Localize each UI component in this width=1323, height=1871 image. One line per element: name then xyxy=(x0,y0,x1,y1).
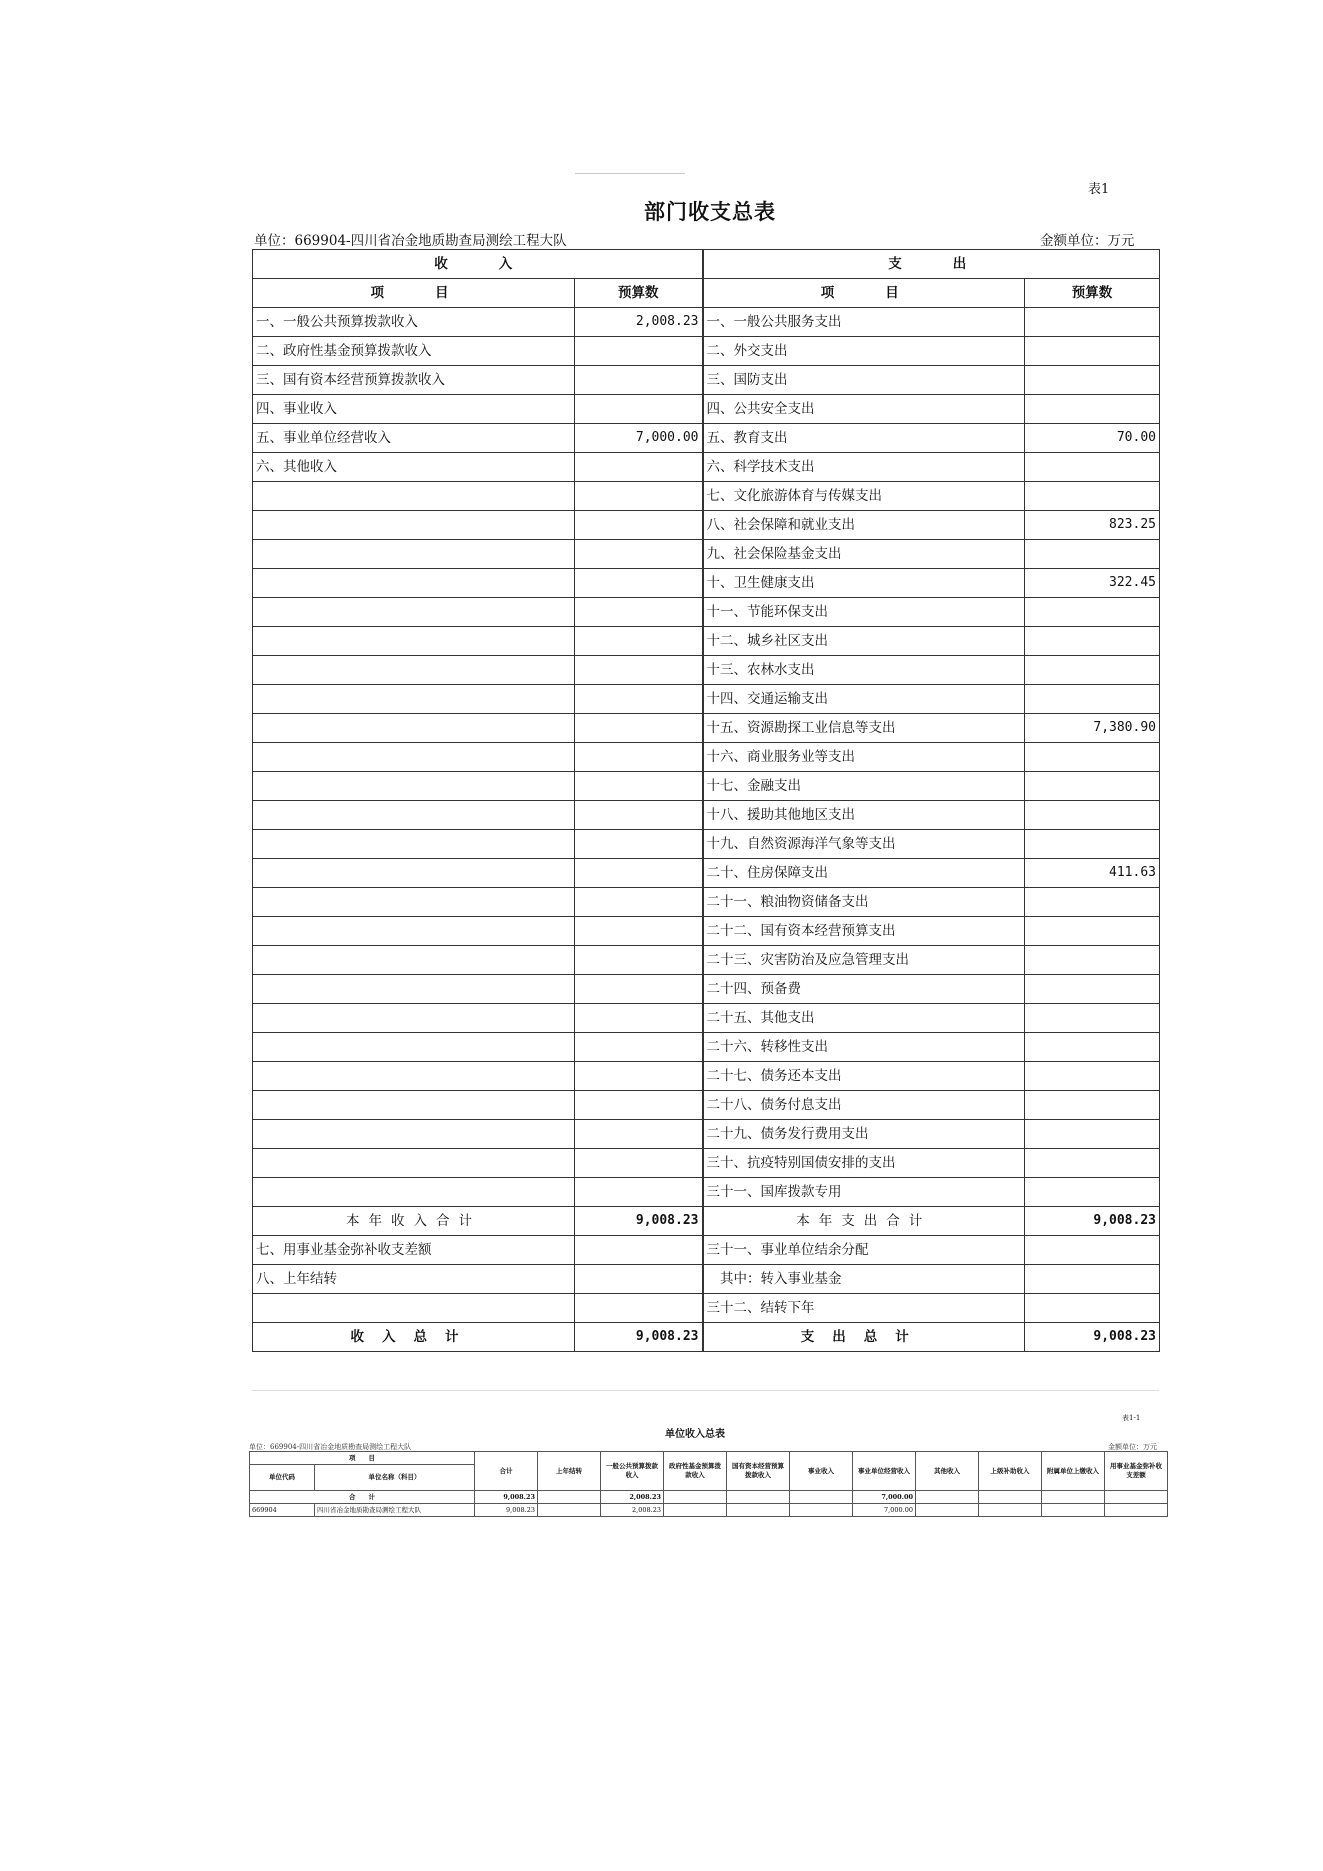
income-value xyxy=(575,1236,703,1265)
expense-budget-header: 预算数 xyxy=(1025,279,1160,308)
expense-value: 411.63 xyxy=(1025,859,1160,888)
income-item: 一、一般公共预算拨款收入 xyxy=(253,308,575,337)
expense-value xyxy=(1025,801,1160,830)
expense-item: 二十九、债务发行费用支出 xyxy=(703,1120,1025,1149)
income-item-header: 项 目 xyxy=(253,279,575,308)
expense-item: 二十二、国有资本经营预算支出 xyxy=(703,917,1025,946)
table-row xyxy=(253,598,1160,627)
sub-total-label: 合 计 xyxy=(250,1491,475,1504)
expense-value xyxy=(1025,975,1160,1004)
expense-item: 三十二、结转下年 xyxy=(703,1294,1025,1323)
table-row xyxy=(253,1004,1160,1033)
expense-value xyxy=(1025,685,1160,714)
expense-value xyxy=(1025,308,1160,337)
income-value xyxy=(575,801,703,830)
expense-item: 二十四、预备费 xyxy=(703,975,1025,1004)
expense-value xyxy=(1025,598,1160,627)
sub-value-cell xyxy=(790,1491,853,1504)
sub-column-header: 其他收入 xyxy=(916,1452,979,1491)
section-divider xyxy=(252,1390,1159,1391)
income-item xyxy=(253,714,575,743)
sub-total-row xyxy=(250,1491,1168,1504)
sub-column-header: 合计 xyxy=(475,1452,538,1491)
expense-item: 三十一、国库拨款专用 xyxy=(703,1178,1025,1207)
expense-item: 五、教育支出 xyxy=(703,424,1025,453)
income-item xyxy=(253,1091,575,1120)
expense-item: 十九、自然资源海洋气象等支出 xyxy=(703,830,1025,859)
table-row xyxy=(253,1062,1160,1091)
table-row xyxy=(253,511,1160,540)
expense-item: 九、社会保险基金支出 xyxy=(703,540,1025,569)
table-row xyxy=(253,1294,1160,1323)
table-row xyxy=(253,482,1160,511)
income-value xyxy=(575,453,703,482)
expense-item: 七、文化旅游体育与传媒支出 xyxy=(703,482,1025,511)
income-value xyxy=(575,830,703,859)
income-value xyxy=(575,1091,703,1120)
sub-value-cell xyxy=(1105,1491,1168,1504)
income-total-label: 收入总计 xyxy=(253,1323,575,1352)
income-value xyxy=(575,598,703,627)
expense-value xyxy=(1025,395,1160,424)
sub-value-cell xyxy=(1042,1504,1105,1517)
table-row xyxy=(253,395,1160,424)
income-item xyxy=(253,1294,575,1323)
expense-value xyxy=(1025,337,1160,366)
income-value xyxy=(575,946,703,975)
sub-value-cell: 9,008.23 xyxy=(475,1504,538,1517)
expense-item: 二十三、灾害防治及应急管理支出 xyxy=(703,946,1025,975)
expense-value xyxy=(1025,1178,1160,1207)
income-value xyxy=(575,772,703,801)
expense-value xyxy=(1025,1236,1160,1265)
income-item xyxy=(253,482,575,511)
expense-item: 八、社会保障和就业支出 xyxy=(703,511,1025,540)
expense-value xyxy=(1025,1091,1160,1120)
income-value xyxy=(575,685,703,714)
sub-column-header: 政府性基金预算拨款收入 xyxy=(664,1452,727,1491)
income-item xyxy=(253,1004,575,1033)
table-number: 表1 xyxy=(1088,182,1110,197)
table-row xyxy=(253,685,1160,714)
expense-value xyxy=(1025,482,1160,511)
income-value xyxy=(575,1004,703,1033)
expense-item: 十四、交通运输支出 xyxy=(703,685,1025,714)
expense-item: 二十一、粮油物资储备支出 xyxy=(703,888,1025,917)
sub-value-cell xyxy=(1105,1504,1168,1517)
table-row xyxy=(253,1120,1160,1149)
sub-column-header: 一般公共预算拨款收入 xyxy=(601,1452,664,1491)
sub-code-header: 单位代码 xyxy=(250,1465,315,1491)
income-item: 八、上年结转 xyxy=(253,1265,575,1294)
unit-name: 单位：669904-四川省冶金地质勘查局测绘工程大队 xyxy=(254,233,567,249)
table-row xyxy=(253,569,1160,598)
expense-value xyxy=(1025,946,1160,975)
sub-column-header: 上年结转 xyxy=(538,1452,601,1491)
income-item: 六、其他收入 xyxy=(253,453,575,482)
sub-value-cell xyxy=(790,1504,853,1517)
income-item xyxy=(253,569,575,598)
sub-table-number: 表1-1 xyxy=(1122,1414,1141,1422)
table-row xyxy=(253,656,1160,685)
income-item: 五、事业单位经营收入 xyxy=(253,424,575,453)
sub-value-cell xyxy=(664,1504,727,1517)
table-row xyxy=(253,337,1160,366)
income-item xyxy=(253,975,575,1004)
table-row xyxy=(253,540,1160,569)
income-value xyxy=(575,627,703,656)
expense-item: 三十、抗疫特别国债安排的支出 xyxy=(703,1149,1025,1178)
expense-value xyxy=(1025,772,1160,801)
expense-item: 十二、城乡社区支出 xyxy=(703,627,1025,656)
income-item xyxy=(253,743,575,772)
income-expense-table xyxy=(252,249,1160,1352)
sub-unit-name: 单位：669904-四川省冶金地质勘查局测绘工程大队 xyxy=(249,1443,412,1451)
expense-value xyxy=(1025,917,1160,946)
income-item xyxy=(253,888,575,917)
table-row xyxy=(253,1178,1160,1207)
expense-value xyxy=(1025,1120,1160,1149)
income-value xyxy=(575,714,703,743)
income-item xyxy=(253,1120,575,1149)
expense-total-label: 支出总计 xyxy=(703,1323,1025,1352)
sub-unit-code: 669904 xyxy=(250,1504,315,1517)
income-item xyxy=(253,656,575,685)
expense-item: 二、外交支出 xyxy=(703,337,1025,366)
sub-column-header: 事业收入 xyxy=(790,1452,853,1491)
header-row-2 xyxy=(253,279,1160,308)
income-item xyxy=(253,772,575,801)
expense-value: 322.45 xyxy=(1025,569,1160,598)
top-rule xyxy=(575,173,685,174)
income-item xyxy=(253,511,575,540)
table-row xyxy=(253,1236,1160,1265)
table-row xyxy=(253,424,1160,453)
income-value xyxy=(575,1178,703,1207)
expense-value xyxy=(1025,1033,1160,1062)
expense-item: 一、一般公共服务支出 xyxy=(703,308,1025,337)
income-item xyxy=(253,801,575,830)
sub-value-cell: 9,008.23 xyxy=(475,1491,538,1504)
expense-value xyxy=(1025,1004,1160,1033)
expense-item: 十、卫生健康支出 xyxy=(703,569,1025,598)
income-value xyxy=(575,1294,703,1323)
expense-value xyxy=(1025,1265,1160,1294)
income-value xyxy=(575,337,703,366)
header-row-1 xyxy=(253,250,1160,279)
sub-value-cell xyxy=(916,1491,979,1504)
income-item xyxy=(253,859,575,888)
table-row xyxy=(253,1149,1160,1178)
expense-item: 三十一、事业单位结余分配 xyxy=(703,1236,1025,1265)
income-value xyxy=(575,511,703,540)
table-row xyxy=(253,308,1160,337)
expense-item: 十三、农林水支出 xyxy=(703,656,1025,685)
sub-header-row-1 xyxy=(250,1452,1168,1465)
income-item xyxy=(253,598,575,627)
subtotal-row xyxy=(253,1207,1160,1236)
income-item: 三、国有资本经营预算拨款收入 xyxy=(253,366,575,395)
income-item xyxy=(253,1062,575,1091)
sub-value-cell xyxy=(664,1491,727,1504)
table-row xyxy=(253,801,1160,830)
expense-item: 十六、商业服务业等支出 xyxy=(703,743,1025,772)
expense-item: 二十八、债务付息支出 xyxy=(703,1091,1025,1120)
table-row xyxy=(253,772,1160,801)
sub-value-cell xyxy=(727,1504,790,1517)
income-value xyxy=(575,482,703,511)
table-row xyxy=(253,743,1160,772)
sub-value-cell xyxy=(1042,1491,1105,1504)
sub-data-row xyxy=(250,1504,1168,1517)
expense-value xyxy=(1025,453,1160,482)
income-item xyxy=(253,1033,575,1062)
income-item: 七、用事业基金弥补收支差额 xyxy=(253,1236,575,1265)
sub-value-cell: 2,008.23 xyxy=(601,1491,664,1504)
expense-item: 十五、资源勘探工业信息等支出 xyxy=(703,714,1025,743)
table-row xyxy=(253,830,1160,859)
expense-value xyxy=(1025,627,1160,656)
income-value xyxy=(575,1062,703,1091)
table-row xyxy=(253,453,1160,482)
income-total-value: 9,008.23 xyxy=(575,1323,703,1352)
table-row xyxy=(253,1033,1160,1062)
income-value xyxy=(575,366,703,395)
table-row xyxy=(253,714,1160,743)
sub-column-header: 上级补助收入 xyxy=(979,1452,1042,1491)
expense-item: 三、国防支出 xyxy=(703,366,1025,395)
income-value: 2,008.23 xyxy=(575,308,703,337)
expense-value xyxy=(1025,743,1160,772)
income-value xyxy=(575,569,703,598)
amount-unit: 金额单位：万元 xyxy=(1040,233,1135,249)
sub-value-cell xyxy=(727,1491,790,1504)
table-row xyxy=(253,1091,1160,1120)
expense-value xyxy=(1025,366,1160,395)
expense-value xyxy=(1025,1062,1160,1091)
expense-item-header: 项 目 xyxy=(703,279,1025,308)
income-item xyxy=(253,627,575,656)
expense-item: 十七、金融支出 xyxy=(703,772,1025,801)
sub-column-header: 附属单位上缴收入 xyxy=(1042,1452,1105,1491)
expense-item: 十八、援助其他地区支出 xyxy=(703,801,1025,830)
expense-item: 六、科学技术支出 xyxy=(703,453,1025,482)
income-value xyxy=(575,1033,703,1062)
expense-value xyxy=(1025,1149,1160,1178)
sub-value-cell xyxy=(979,1491,1042,1504)
income-value: 7,000.00 xyxy=(575,424,703,453)
sub-name-header: 单位名称（科目） xyxy=(315,1465,475,1491)
table-row xyxy=(253,917,1160,946)
table-row xyxy=(253,946,1160,975)
expense-item: 二十六、转移性支出 xyxy=(703,1033,1025,1062)
income-item xyxy=(253,540,575,569)
income-value xyxy=(575,859,703,888)
income-item: 二、政府性基金预算拨款收入 xyxy=(253,337,575,366)
income-header: 收 入 xyxy=(253,250,703,279)
unit-income-table xyxy=(249,1451,1168,1517)
income-value xyxy=(575,743,703,772)
sub-column-header: 国有资本经营预算拨款收入 xyxy=(727,1452,790,1491)
total-row xyxy=(253,1323,1160,1352)
expense-item: 四、公共安全支出 xyxy=(703,395,1025,424)
income-value xyxy=(575,888,703,917)
income-item xyxy=(253,830,575,859)
table-row xyxy=(253,627,1160,656)
table-row xyxy=(253,366,1160,395)
sub-amount-unit: 金额单位：万元 xyxy=(1108,1443,1157,1451)
expense-item: 其中：转入事业基金 xyxy=(703,1265,1025,1294)
income-value xyxy=(575,917,703,946)
table-row xyxy=(253,1265,1160,1294)
income-value xyxy=(575,1149,703,1178)
expense-value: 823.25 xyxy=(1025,511,1160,540)
income-item xyxy=(253,1149,575,1178)
expense-value: 7,380.90 xyxy=(1025,714,1160,743)
expense-item: 二十五、其他支出 xyxy=(703,1004,1025,1033)
income-value xyxy=(575,540,703,569)
income-item xyxy=(253,1178,575,1207)
income-value xyxy=(575,1120,703,1149)
income-item xyxy=(253,917,575,946)
sub-value-cell xyxy=(538,1504,601,1517)
income-value xyxy=(575,975,703,1004)
income-item xyxy=(253,685,575,714)
expense-value xyxy=(1025,1294,1160,1323)
sub-item-header: 项 目 xyxy=(250,1452,475,1465)
expense-item: 十一、节能环保支出 xyxy=(703,598,1025,627)
sub-value-cell: 2,008.23 xyxy=(601,1504,664,1517)
sub-column-header: 事业单位经营收入 xyxy=(853,1452,916,1491)
sub-table-title: 单位收入总表 xyxy=(665,1429,725,1440)
income-item xyxy=(253,946,575,975)
expense-header: 支 出 xyxy=(703,250,1160,279)
sub-value-cell xyxy=(916,1504,979,1517)
sub-value-cell xyxy=(979,1504,1042,1517)
table-row xyxy=(253,888,1160,917)
income-subtotal-value: 9,008.23 xyxy=(575,1207,703,1236)
income-item: 四、事业收入 xyxy=(253,395,575,424)
expense-value xyxy=(1025,656,1160,685)
expense-value xyxy=(1025,888,1160,917)
expense-item: 二十、住房保障支出 xyxy=(703,859,1025,888)
expense-subtotal-value: 9,008.23 xyxy=(1025,1207,1160,1236)
sub-value-cell: 7,000.00 xyxy=(853,1491,916,1504)
income-budget-header: 预算数 xyxy=(575,279,703,308)
expense-value xyxy=(1025,830,1160,859)
table-row xyxy=(253,859,1160,888)
income-subtotal-label: 本年收入合计 xyxy=(253,1207,575,1236)
sub-value-cell: 7,000.00 xyxy=(853,1504,916,1517)
expense-subtotal-label: 本年支出合计 xyxy=(703,1207,1025,1236)
sub-unit-name-cell: 四川省冶金地质勘查局测绘工程大队 xyxy=(315,1504,475,1517)
page-title: 部门收支总表 xyxy=(644,200,776,224)
sub-column-header: 用事业基金弥补收支差额 xyxy=(1105,1452,1168,1491)
income-value xyxy=(575,395,703,424)
income-value xyxy=(575,1265,703,1294)
income-value xyxy=(575,656,703,685)
table-row xyxy=(253,975,1160,1004)
expense-item: 二十七、债务还本支出 xyxy=(703,1062,1025,1091)
expense-value xyxy=(1025,540,1160,569)
expense-value: 70.00 xyxy=(1025,424,1160,453)
expense-total-value: 9,008.23 xyxy=(1025,1323,1160,1352)
sub-value-cell xyxy=(538,1491,601,1504)
